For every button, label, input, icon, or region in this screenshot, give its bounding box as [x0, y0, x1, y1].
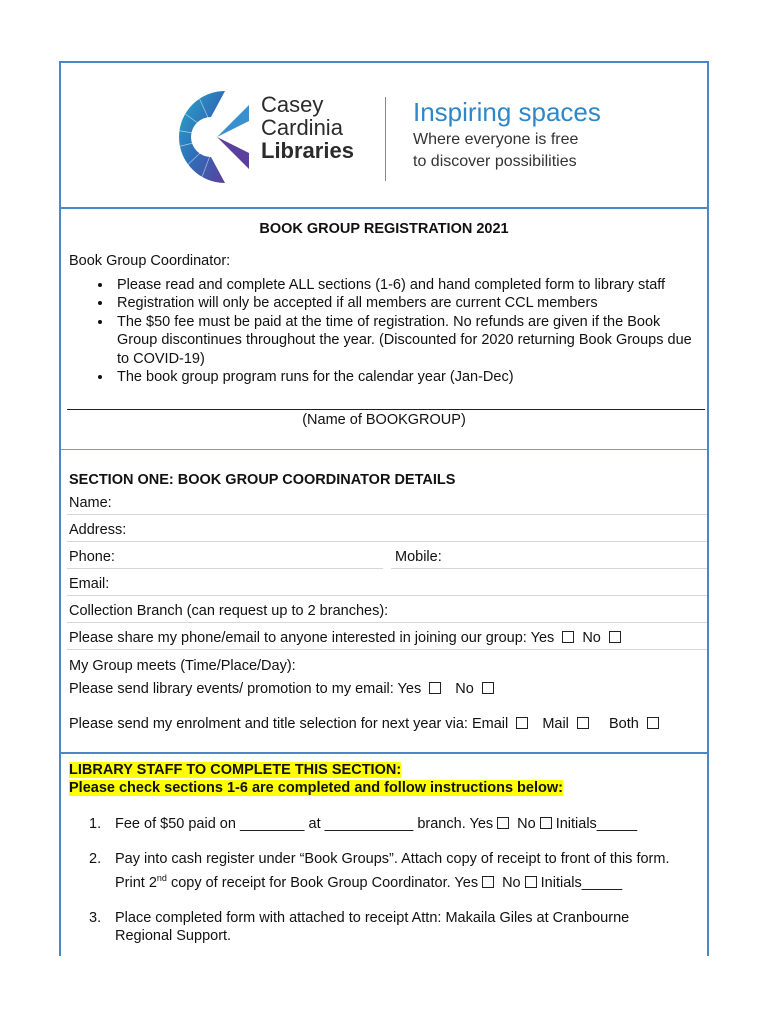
- brand-line-1: Casey: [261, 92, 324, 117]
- step-number: 1.: [89, 816, 102, 832]
- enrol-label: Please send my enrolment and title selection for next year via: Email: [69, 716, 509, 732]
- form-title: BOOK GROUP REGISTRATION 2021: [259, 221, 509, 237]
- group-name-caption: (Name of BOOKGROUP): [302, 412, 466, 428]
- enrol-both-label: Both: [608, 716, 639, 732]
- step-2-superscript: nd: [156, 872, 167, 883]
- share-no-label: No: [582, 630, 601, 646]
- section-one-heading: SECTION ONE: BOOK GROUP COORDINATOR DETAILS: [69, 472, 456, 488]
- email-label: Email:: [69, 576, 110, 592]
- meets-label: My Group meets (Time/Place/Day):: [69, 658, 296, 674]
- step-number: 2.: [89, 851, 102, 868]
- mobile-label: Mobile:: [395, 549, 442, 565]
- name-field[interactable]: [67, 514, 707, 515]
- step-2-initials: Initials_____: [540, 874, 623, 891]
- phone-label: Phone:: [69, 549, 115, 565]
- step-2-no-label: No: [502, 874, 521, 891]
- step-1-no-checkbox[interactable]: [540, 817, 552, 829]
- share-yes-checkbox[interactable]: [562, 631, 574, 643]
- step-1: [89, 815, 689, 833]
- header: [61, 63, 707, 209]
- step-1-text: Fee of $50 paid on ________ at ___________ branch. Yes: [115, 816, 494, 832]
- branch-label: Collection Branch (can request up to 2 branches):: [69, 603, 389, 619]
- step-1-no-label: No: [517, 816, 536, 832]
- enrol-mail-checkbox[interactable]: [577, 717, 589, 729]
- step-3-text: Place completed form with attached to receipt Attn: Makaila Giles at Cranbourne Regional Support.: [115, 910, 630, 945]
- staff-section-divider: [61, 752, 707, 754]
- events-label: Please send library events/ promotion to my email: Yes: [69, 681, 422, 697]
- section-divider: [61, 449, 707, 450]
- mobile-field[interactable]: [391, 568, 707, 569]
- step-2-print: Print 2: [115, 874, 157, 891]
- step-number: 3.: [89, 910, 102, 927]
- step-1-initials: Initials_____: [555, 816, 638, 832]
- group-name-field[interactable]: [67, 409, 705, 410]
- row-divider: [67, 649, 707, 650]
- intro-heading: Book Group Coordinator:: [69, 253, 231, 269]
- intro-bullet: • The book group program runs for the calendar year (Jan-Dec): [113, 368, 693, 386]
- step-2-rest: copy of receipt for Book Group Coordinator. Yes: [166, 874, 479, 891]
- enrol-both-checkbox[interactable]: [647, 717, 659, 729]
- brand-line-3: Libraries: [261, 138, 354, 163]
- step-3: [89, 909, 689, 946]
- address-label: Address:: [69, 522, 127, 538]
- step-2-no-checkbox[interactable]: [525, 876, 537, 888]
- step-2: [89, 850, 689, 892]
- brand-divider: [385, 97, 386, 181]
- brand-line-2: Cardinia: [261, 115, 343, 140]
- staff-heading-2: [69, 779, 563, 797]
- intro-bullet: • Registration will only be accepted if all members are current CCL members: [113, 294, 693, 312]
- enrol-row: [69, 715, 663, 733]
- share-contact-row: [69, 629, 625, 647]
- tagline: [413, 95, 601, 173]
- brand-name: [261, 93, 354, 162]
- events-row: [69, 680, 498, 698]
- staff-heading-2-text: Please check sections 1-6 are completed and follow instructions below:: [69, 780, 563, 796]
- tagline-line-2: to discover possibilities: [413, 153, 577, 170]
- events-yes-checkbox[interactable]: [429, 682, 441, 694]
- phone-field[interactable]: [67, 568, 383, 569]
- share-contact-label: Please share my phone/email to anyone interested in joining our group: Yes: [69, 630, 555, 646]
- email-field[interactable]: [67, 595, 707, 596]
- enrol-mail-label: Mail: [542, 716, 569, 732]
- staff-steps: [89, 815, 689, 963]
- step-2-line-1: Pay into cash register under “Book Groups”. Attach copy of receipt to front of this form.: [115, 851, 670, 868]
- casey-cardinia-logo-icon: [165, 85, 249, 189]
- intro-bullet: • Please read and complete ALL sections (1-6) and hand completed form to library staff: [113, 276, 693, 294]
- form-frame: [59, 61, 709, 956]
- step-2-yes-checkbox[interactable]: [482, 876, 494, 888]
- intro-bullet: • The $50 fee must be paid at the time of registration. No refunds are given if the Book Group discontinues throughout the year. (Discounted for 2020 returning Book Groups due to COVID-19): [113, 313, 693, 368]
- name-label: Name:: [69, 495, 112, 511]
- share-no-checkbox[interactable]: [609, 631, 621, 643]
- events-no-checkbox[interactable]: [482, 682, 494, 694]
- branch-field[interactable]: [67, 622, 707, 623]
- tagline-line-1: Where everyone is free: [413, 131, 579, 148]
- step-2-line-2: [115, 869, 689, 892]
- step-1-yes-checkbox[interactable]: [497, 817, 509, 829]
- staff-heading-1-text: LIBRARY STAFF TO COMPLETE THIS SECTION:: [69, 762, 402, 778]
- intro-bullets: [89, 276, 693, 386]
- enrol-email-checkbox[interactable]: [516, 717, 528, 729]
- address-field[interactable]: [67, 541, 707, 542]
- staff-heading-1: [69, 761, 401, 779]
- events-no-label: No: [455, 681, 474, 697]
- tagline-title: Inspiring spaces: [413, 97, 601, 127]
